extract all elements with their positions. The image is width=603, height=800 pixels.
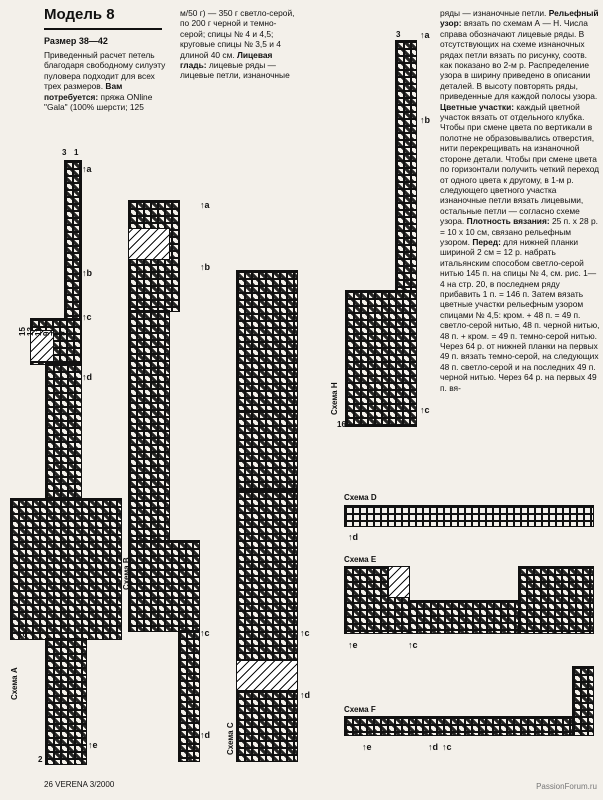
scheme-a-wide-block: [10, 498, 122, 640]
color-label: Цветные участки:: [440, 101, 515, 112]
scheme-b-bottom-strip: [178, 630, 200, 762]
scheme-a-num-13: 13: [26, 327, 35, 336]
scheme-f-marker-d: ↑d: [428, 742, 438, 752]
scheme-b-body: [128, 310, 170, 542]
scheme-a-label: Схема А: [10, 667, 19, 700]
scheme-a-num-16: 16: [18, 630, 27, 639]
stitch-text: лицевые ряды — лицевые петли, изнаночные: [180, 60, 290, 81]
scheme-a-top-strip: [64, 160, 82, 322]
scheme-a-num-7: 7: [50, 331, 59, 336]
scheme-c-marker-d: ↑d: [300, 690, 310, 700]
scheme-b-label: Схема В: [122, 557, 131, 590]
size-label: Размер 38—42: [44, 36, 108, 46]
scheme-a-num-1: 1: [74, 148, 79, 157]
scheme-f-marker-c: ↑c: [442, 742, 452, 752]
scheme-a-body: [45, 363, 82, 500]
scheme-c-chevron-pattern: [236, 660, 298, 692]
scheme-a-marker-c: ↑c: [82, 312, 92, 322]
scheme-b-marker-d: ↑d: [200, 730, 210, 740]
scheme-c-body: [236, 490, 298, 662]
scheme-c-top-block: [236, 270, 298, 412]
front-label: Перед:: [472, 236, 501, 247]
scheme-d-grid: [344, 505, 594, 527]
right-text-block: [440, 8, 600, 393]
scheme-h-label: Схема Н: [330, 382, 339, 415]
scheme-a-num-3: 3: [62, 148, 67, 157]
relief-label: Рельефный узор:: [440, 8, 599, 29]
scheme-c-marker-c: ↑c: [300, 628, 310, 638]
page-title: Модель 8: [44, 6, 115, 23]
scheme-c-bottom-block: [236, 690, 298, 762]
scheme-d-marker-d: ↑d: [348, 532, 358, 542]
density-label: Плотность вязания:: [466, 216, 550, 227]
scheme-b-marker-b: ↑b: [200, 262, 210, 272]
scheme-e-chevron-pattern: [388, 566, 410, 598]
scheme-a-marker-a: ↑a: [82, 164, 92, 174]
scheme-h-marker-c: ↑c: [420, 405, 430, 415]
scheme-a-num-9: 9: [42, 331, 51, 336]
scheme-c-mid-block: [236, 410, 298, 492]
stitch-label: Лицевая гладь:: [180, 49, 273, 71]
scheme-e-mid-block: [408, 600, 520, 634]
scheme-h-top-strip: [395, 40, 417, 292]
scheme-f-label: Схема F: [344, 705, 376, 714]
scheme-a-num-15: 15: [18, 327, 27, 336]
scheme-h-num-16: 16: [337, 420, 346, 429]
scheme-e-marker-e: ↑e: [348, 640, 358, 650]
scheme-e-marker-c: ↑c: [408, 640, 418, 650]
scheme-a-marker-e: ↑e: [88, 740, 98, 750]
density-text: 25 п. х 28 р. = 10 х 10 см, связано рельефным узором.: [440, 216, 598, 247]
mid-text-block: [180, 8, 298, 81]
scheme-a-bottom-strip: [45, 638, 87, 765]
title-rule: [44, 28, 162, 30]
scheme-b-lower-block: [128, 540, 200, 632]
watermark: PassionForum.ru: [536, 782, 597, 791]
scheme-h-marker-a: ↑a: [420, 30, 430, 40]
front-text: для нижней планки шириной 2 см = 12 р. набрать итальянским способом светло-серой нитью 145 п. на спицы № 4, см. рис. 1—4 на стр. 20, в последнем ряду прибавить 1 п. = 146 п. Затем вязать цветные участки рельефным узором спицами № 4,5: кром. + 48 п. = 49 п. светло-серой нитью, 48 п. черной нитью, 48 п. + кром. = 49 п. темно-серой нитью. Через 64 р. от нижней планки на первых 49 п. вязать темно-серой, на следующих 48 п. светло-серой и на последних 49 п. черной нитью. Через 64 р. на первых 49 п. вя-: [440, 236, 600, 393]
scheme-h-num-3: 3: [396, 30, 401, 39]
scheme-b-marker-c: ↑c: [200, 628, 210, 638]
scheme-a-marker-d: ↑d: [82, 372, 92, 382]
scheme-a-num-2: 2: [38, 755, 43, 764]
scheme-f-marker-e: ↑e: [362, 742, 372, 752]
scheme-b-chevron-pattern: [128, 228, 170, 260]
scheme-b-marker-a: ↑a: [200, 200, 210, 210]
scheme-e-right-block: [518, 566, 594, 634]
page-footer: 26 VERENA 3/2000: [44, 780, 115, 789]
scheme-d-label: Схема D: [344, 493, 377, 502]
scheme-c-label: Схема C: [226, 722, 235, 755]
scheme-a-num-5: 5: [58, 331, 67, 336]
scheme-h-bottom-block: [345, 290, 417, 427]
color-text: каждый цветной участок вязать от отдельного клубка. Чтобы при смене цвета по вертикали в полотне не образовывались отверстия, нити перекрещивать на изнаночной стороне детали. Чтобы при смене цвета по горизонтали получить четкий переход от одного цвета к другому, в 1-м р. следующего цветного участка изнаночные петли вязать лицевыми, остальные петли — согласно схеме узора.: [440, 101, 600, 227]
intro-text: Приведенный расчет петель благодаря свободному силуэту пуловера подходит для всех трех размеров.: [44, 50, 166, 92]
need-label: Вам потребуется:: [44, 81, 123, 102]
purl-rows-text: ряды — изнаночные петли.: [440, 8, 547, 18]
scheme-h-marker-b: ↑b: [420, 115, 430, 125]
scheme-a-num-11: 11: [34, 327, 43, 336]
scheme-e-label: Схема E: [344, 555, 377, 564]
relief-text: вязать по схемам А — Н. Числа справа обозначают лицевые ряды. В отсутствующих на схеме изнаночных рядах петли вязать по рисунку, соотв. как показано во 2-м р. Распределение узора в ширину приведено в описании деталей. В высоту повторять ряды, приведенные для каждой полосы узора.: [440, 18, 598, 102]
scheme-f-right-column: [572, 666, 594, 736]
scheme-f-base-strip: [344, 716, 574, 736]
scheme-a-marker-b: ↑b: [82, 268, 92, 278]
yarn-text: м/50 г) — 350 г светло-серой, по 200 г черной и темно-серой; спицы № 4 и 4,5; круговые спицы № 3,5 и 4 длиной 40 см.: [180, 8, 295, 60]
left-text-block: [44, 50, 166, 112]
need-text: пряжа ONline "Gala" (100% шерсти; 125: [44, 91, 153, 113]
